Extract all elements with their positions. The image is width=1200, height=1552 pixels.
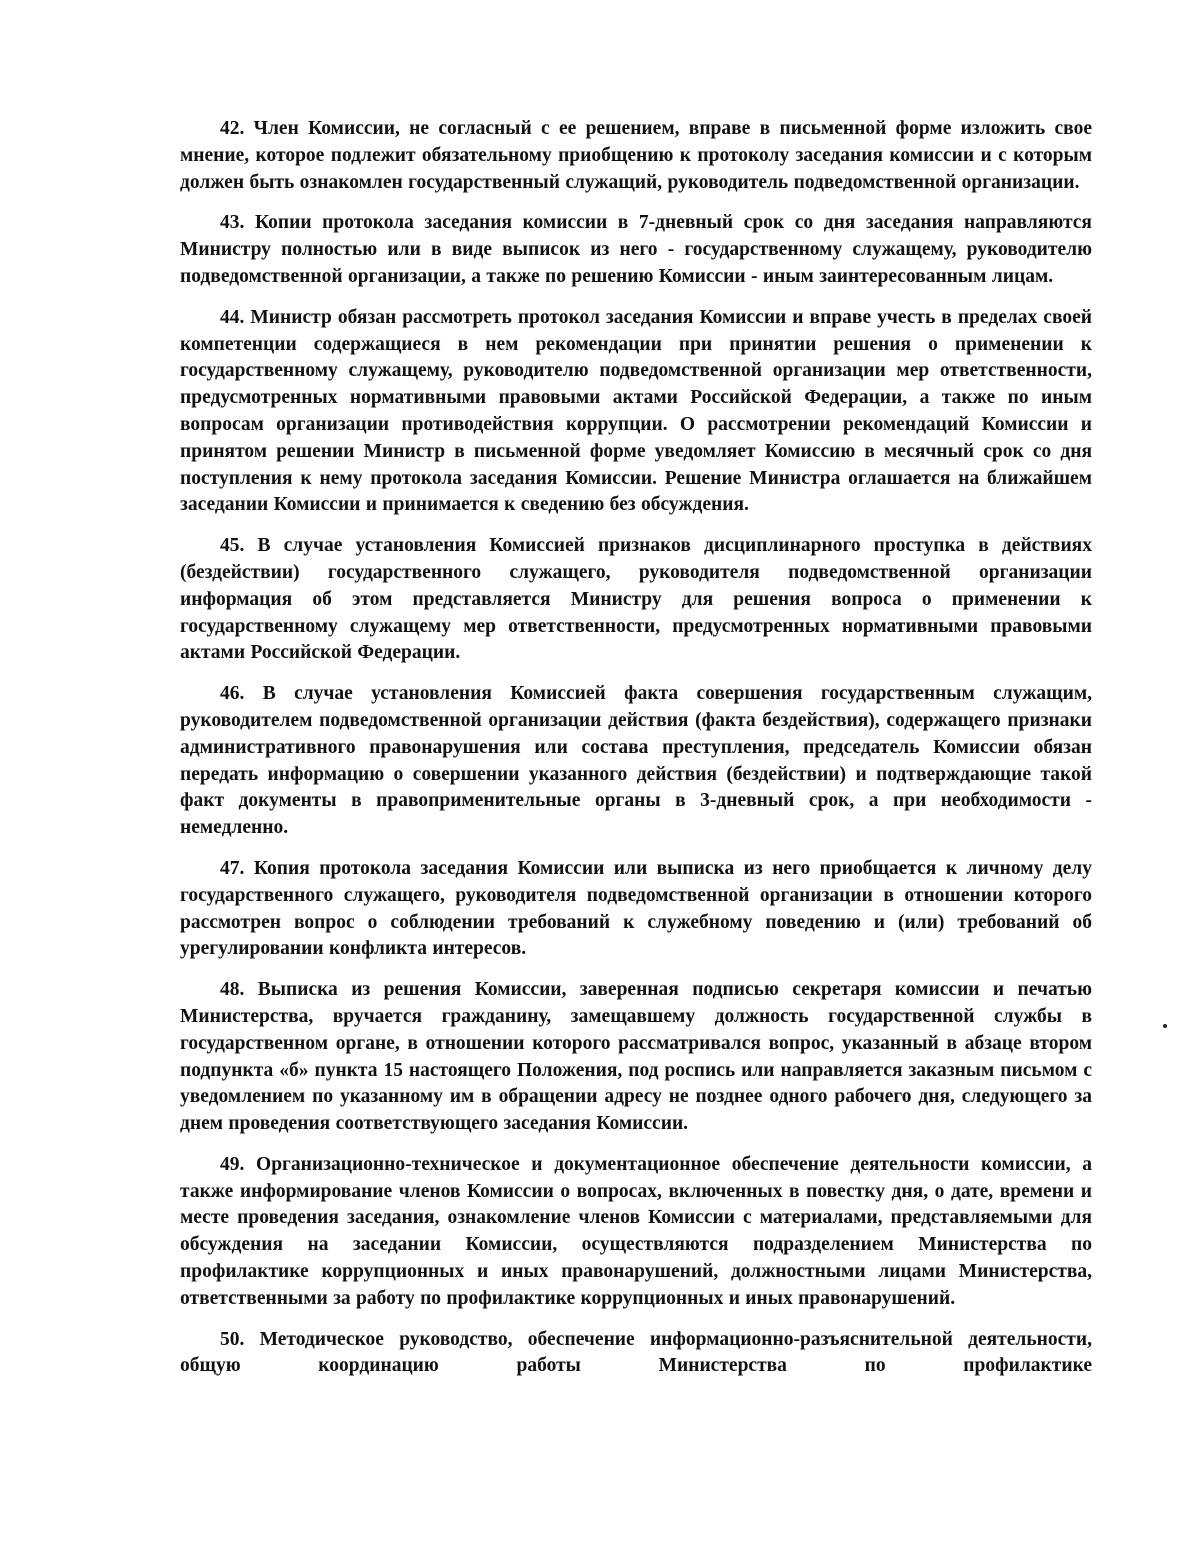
paragraph-42: 42. Член Комиссии, не согласный с ее решением, вправе в письменной форме изложить свое мнение, которое подлежит обязательному приобщению к протоколу заседания комиссии и с которым должен быть ознакомлен государственный служащий, руководитель подведомственной организации. [180, 118, 1092, 193]
paragraph-48: 48. Выписка из решения Комиссии, заверенная подписью секретаря комиссии и печатью Министерства, вручается гражданину, замещавшему должность государственной службы в государственном органе, в отношении которого рассматривался вопрос, указанный в абзаце втором подпункта «б» пункта 15 настоящего Положения, под роспись или направляется заказным письмом с уведомлением по указанному им в обращении адресу не позднее одного рабочего дня, следующего за днем проведения соответствующего заседания Комиссии. [180, 979, 1092, 1135]
paragraph-47: 47. Копия протокола заседания Комиссии или выписка из него приобщается к личному делу государственного служащего, руководителя подведомственной организации в отношении которого рассмотрен вопрос о соблюдении требований к служебному поведению и (или) требований об урегулировании конфликта интересов. [180, 857, 1092, 960]
scan-speck [1163, 1024, 1167, 1028]
paragraph-45: 45. В случае установления Комиссией признаков дисциплинарного проступка в действиях (бездействии) государственного служащего, руководителя подведомственной организации информация об этом представляется Министру для решения вопроса о применении к государственному служащему мер ответственности, предусмотренных нормативными правовыми актами Российской Федерации. [180, 535, 1092, 664]
paragraph-43: 43. Копии протокола заседания комиссии в 7-дневный срок со дня заседания направляются Министру полностью или в виде выписок из него - государственному служащему, руководителю подведомственной организации, а также по решению Комиссии - иным заинтересованным лицам. [180, 212, 1092, 287]
paragraph-46: 46. В случае установления Комиссией факта совершения государственным служащим, руководителем подведомственной организации действия (факта бездействия), содержащего признаки административного правонарушения или состава преступления, председатель Комиссии обязан передать информацию о совершении указанного действия (бездействии) и подтверждающие такой факт документы в правоприменительные органы в 3-дневный срок, а при необходимости - немедленно. [180, 683, 1092, 839]
paragraph-50: 50. Методическое руководство, обеспечение информационно-разъяснительной деятельности, общую координацию работы Министерства по профилактике [180, 1328, 1092, 1377]
document-body [180, 116, 1092, 1394]
paragraph-44: 44. Министр обязан рассмотреть протокол заседания Комиссии и вправе учесть в пределах своей компетенции содержащиеся в нем рекомендации при принятии решения о применении к государственному служащему, руководителю подведомственной организации мер ответственности, предусмотренных нормативными правовыми актами Российской Федерации, а также по иным вопросам организации противодействия коррупции. О рассмотрении рекомендаций Комиссии и принятом решении Министр в письменной форме уведомляет Комиссию в месячный срок со дня поступления к нему протокола заседания Комиссии. Решение Министра оглашается на ближайшем заседании Комиссии и принимается к сведению без обсуждения. [180, 306, 1092, 516]
paragraph-49: 49. Организационно-техническое и документационное обеспечение деятельности комиссии, а также информирование членов Комиссии о вопросах, включенных в повестку дня, о дате, времени и месте проведения заседания, ознакомление членов Комиссии с материалами, представляемыми для обсуждения на заседании Комиссии, осуществляются подразделением Министерства по профилактике коррупционных и иных правонарушений, должностными лицами Министерства, ответственными за работу по профилактике коррупционных и иных правонарушений. [180, 1153, 1092, 1309]
